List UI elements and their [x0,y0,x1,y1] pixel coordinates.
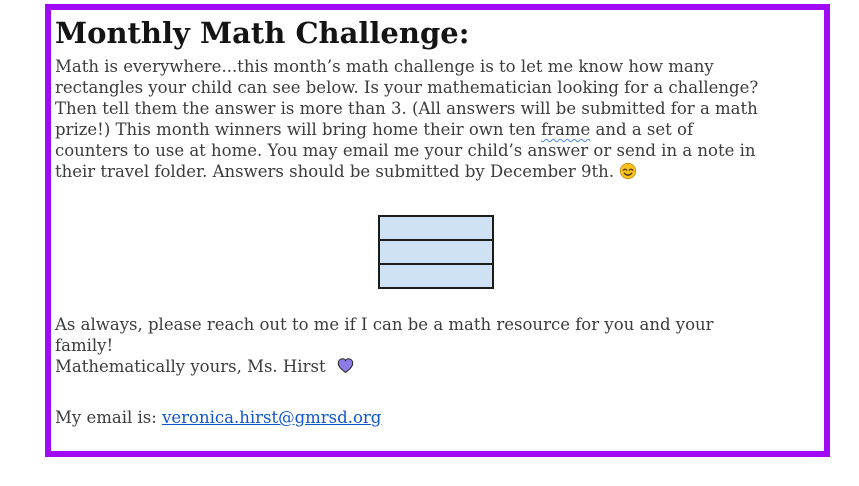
email-line [55,407,816,428]
smiling-face-emoji [619,162,637,180]
intro-line-2: rectangles your child can see below. Is your mathematician looking for a challenge? [55,78,759,97]
email-label: My email is: [55,408,163,427]
newsletter-bordered-section [45,4,830,457]
intro-paragraph [55,56,816,182]
intro-line-1: Math is everywhere...this month’s math challenge is to let me know how many [55,57,714,76]
intro-line-3: Then tell them the answer is more than 3. (All answers will be submitted for a math [55,99,758,118]
rectangle-row [380,217,492,239]
intro-line-6 [55,161,816,182]
closing-line-2: family! [55,336,114,355]
intro-line-4-post: and a set of [590,120,694,139]
rectangle-row [380,263,492,287]
intro-line-5: counters to use at home. You may email me your child’s answer or send in a note in [55,141,756,160]
rectangle-row [380,239,492,263]
purple-heart-emoji [336,357,355,375]
closing-line-3 [55,356,816,377]
intro-line-4 [55,119,816,140]
stacked-rectangles-diagram [378,215,494,289]
intro-line-4-pre: prize!) This month winners will bring home their own ten [55,120,542,139]
signature-text: Mathematically yours, Ms. Hirst [55,357,326,376]
intro-line-6-text: their travel folder. Answers should be submitted by December 9th. [55,162,615,181]
closing-line-1: As always, please reach out to me if I can be a math resource for you and your [55,315,714,334]
email-paragraph [55,407,816,428]
email-link[interactable]: veronica.hirst@gmrsd.org [162,408,382,427]
spellcheck-flagged-word[interactable]: frame [541,120,591,139]
ten-frame-figure [55,215,816,289]
section-title: Monthly Math Challenge: [55,16,470,50]
closing-paragraph [55,314,816,377]
